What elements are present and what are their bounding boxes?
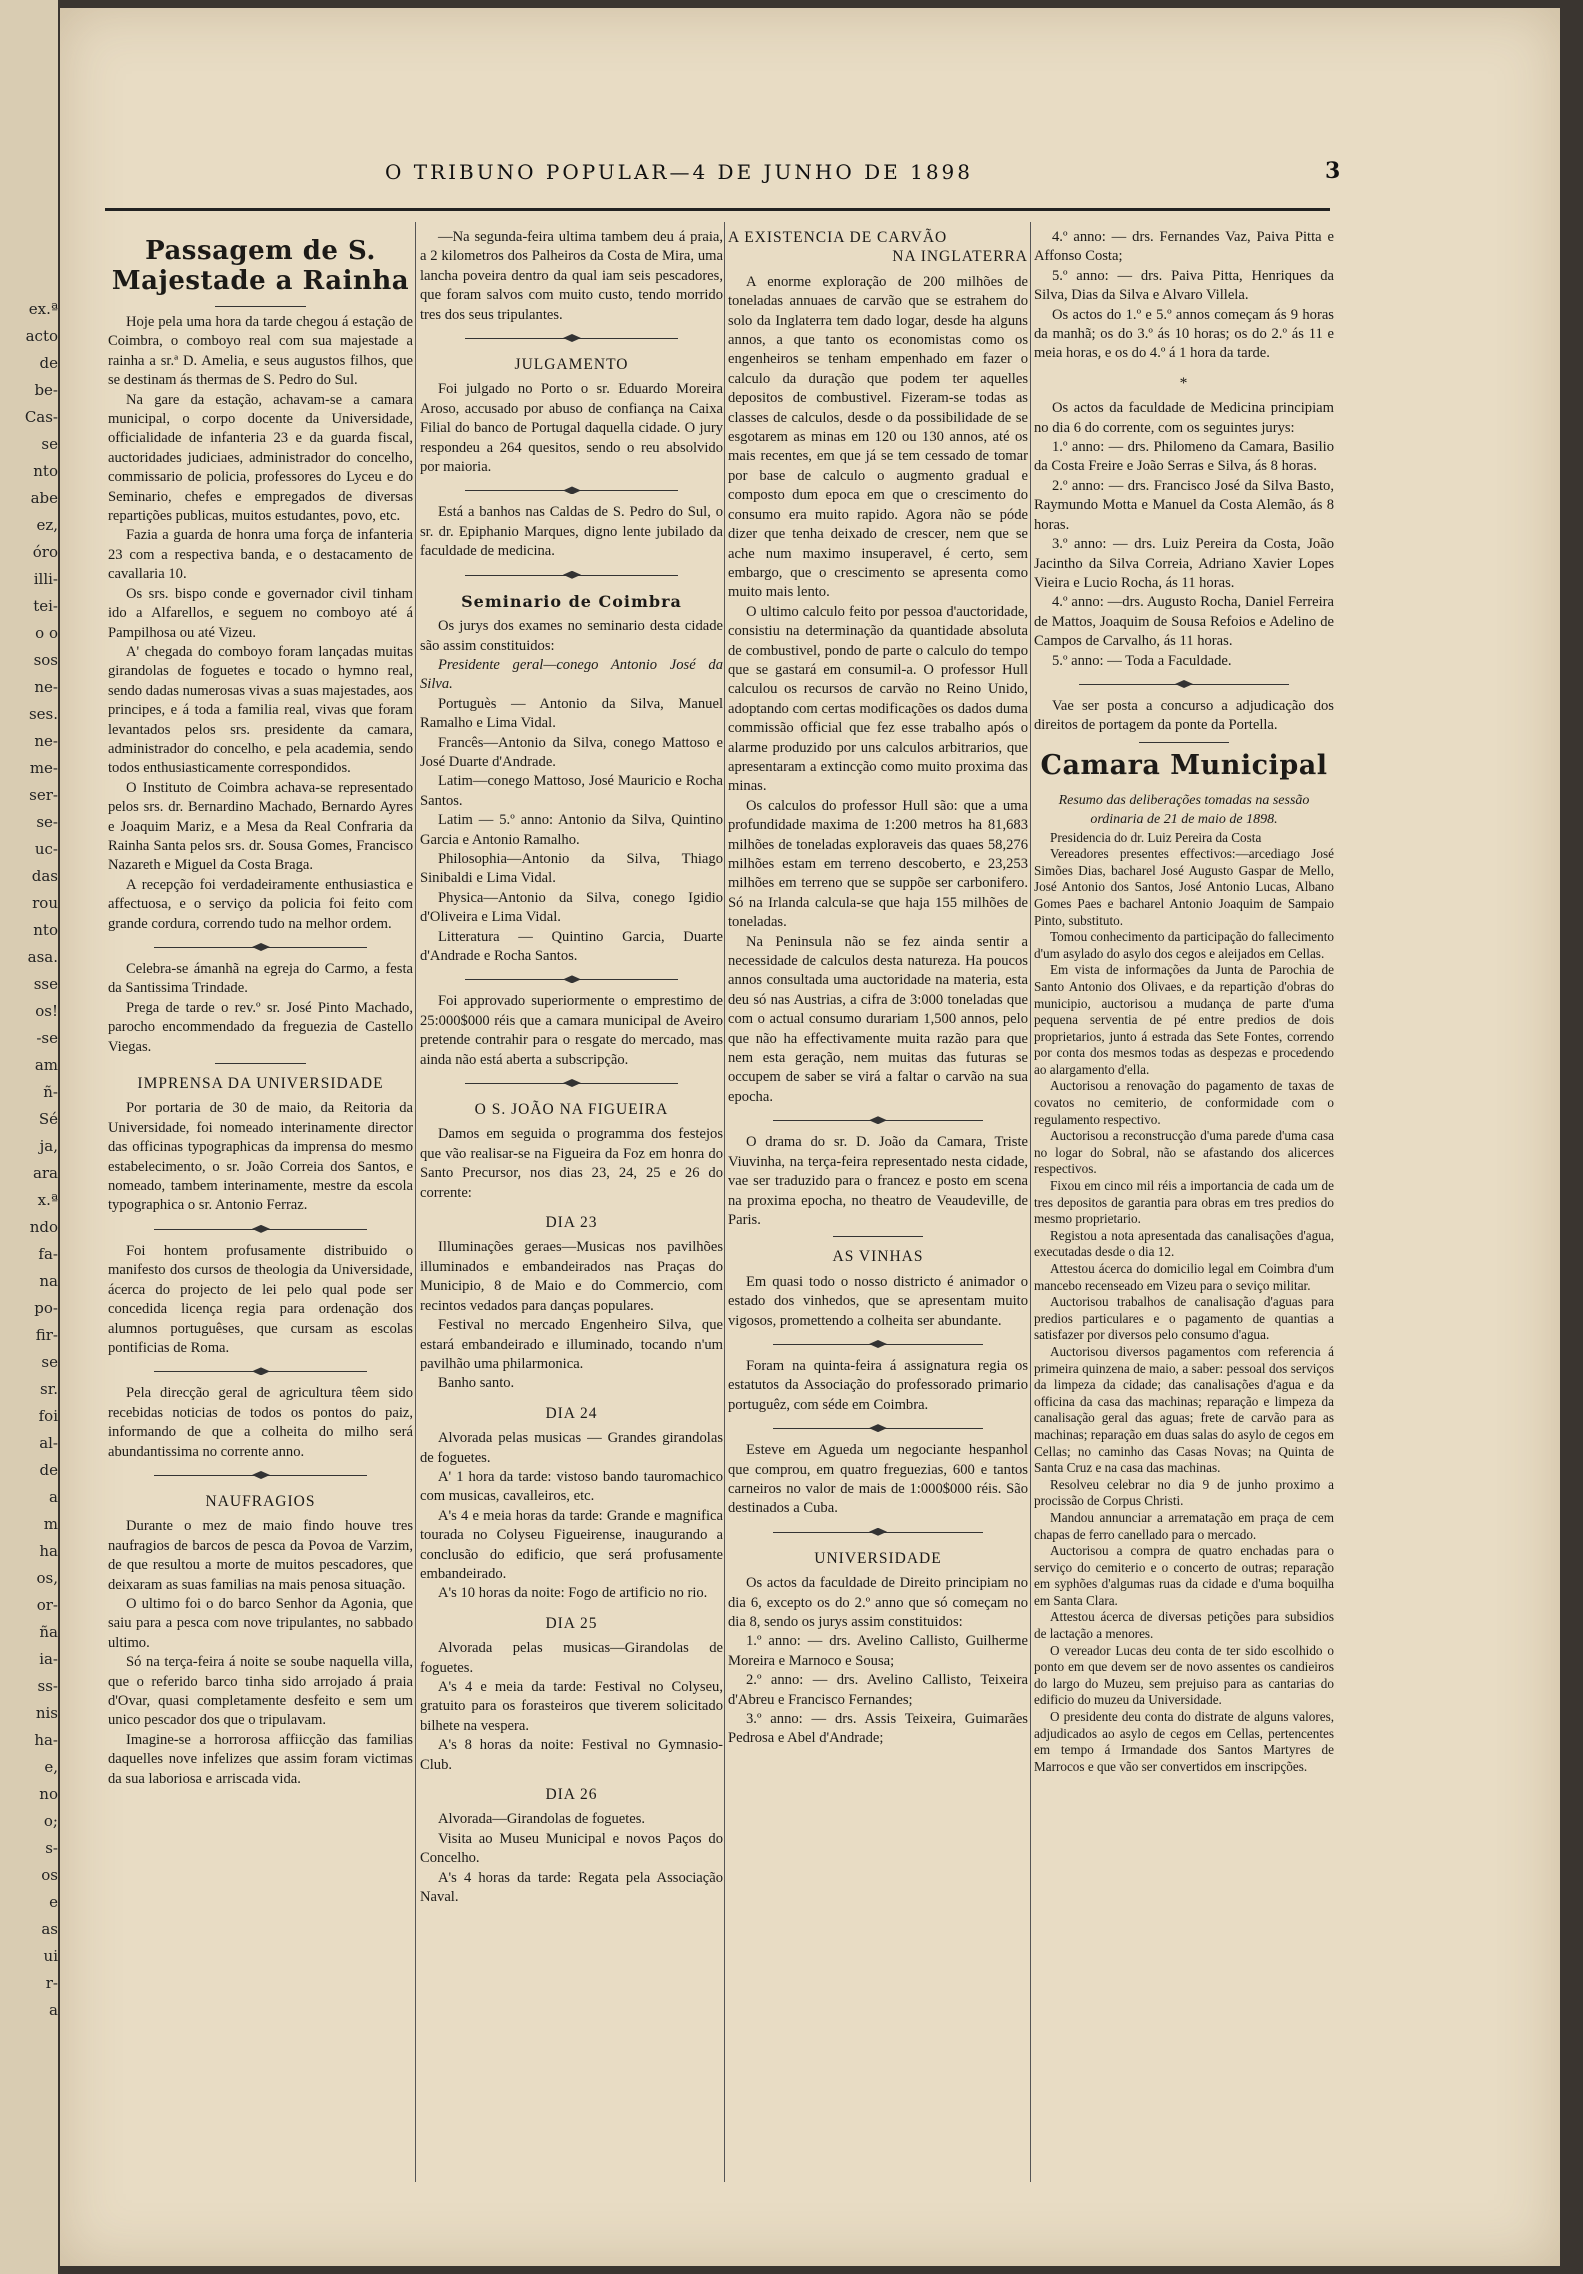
paragraph: Alvorada pelas musicas—Girandolas de foguetes. [420, 1640, 723, 1676]
paragraph: Auctorisou trabalhos de canalisação d'aguas para predios particulares e o pagamento de quantias a satisfazer por diversos pelo consumo d'agua. [1034, 1294, 1334, 1343]
paragraph: O drama do sr. D. João da Camara, Triste Viuvinha, na terça-feira representado nesta cidade, vae ser traduzido para o francez e posto em scena na proxima epocha, no theatro de Veaudeville, de Paris. [728, 1134, 1028, 1228]
paragraph: 3.º anno: — drs. Luiz Pereira da Costa, João Jacintho da Silva Correia, Adriano Xavier Lopes Vieira e Lucio Rocha, ás 11 horas. [1034, 536, 1334, 591]
ornament-divider [773, 1113, 983, 1127]
paragraph: Banho santo. [438, 1375, 515, 1392]
paragraph: Por portaria de 30 de maio, da Reitoria da Universidade, foi nomeado interinamente director das officinas typographicas da imprensa do mesmo estabelecimento, o sr. João Correia dos Santos, e nomeado, tambem interinamente, mestre da escola typographica o sr. Antonio Ferraz. [108, 1100, 413, 1214]
left-page-fragment: ha- [34, 1731, 58, 1749]
paragraph: Illuminações geraes—Musicas nos pavilhões illuminados e embandeirados nas Praças do Municipio, 8 de Maio e do Commercio, com recintos vedados para danças populares. [420, 1239, 723, 1314]
column-3 [728, 228, 1028, 1749]
left-page-fragment: ses. [28, 705, 58, 723]
section-heading: UNIVERSIDADE [814, 1549, 942, 1567]
left-page-fragment: os [41, 1866, 58, 1884]
page-number: 3 [1325, 158, 1341, 184]
column-2 [420, 228, 723, 1907]
left-page-fragment: ne- [34, 732, 58, 750]
section-heading: Seminario de Coimbra [461, 591, 682, 611]
ornament-divider [154, 1222, 368, 1236]
paragraph: Celebra-se ámanhã na egreja do Carmo, a festa da Santissima Trindade. [108, 961, 413, 997]
paragraph: Os jurys dos exames no seminario desta cidade são assim constituidos: [420, 618, 723, 654]
ornament-divider [154, 1468, 368, 1482]
left-page-fragment: foi [38, 1407, 58, 1425]
paragraph: O ultimo foi o do barco Senhor da Agonia, que saiu para a pesca com nove tripulantes, no sabbado ultimo. [108, 1595, 413, 1651]
paragraph: 3.º anno: — drs. Assis Teixeira, Guimarães Pedrosa e Abel d'Andrade; [728, 1711, 1028, 1747]
paragraph: Francês—Antonio da Silva, conego Mattoso e José Duarte d'Andrade. [420, 734, 723, 770]
paragraph: Auctorisou a renovação do pagamento de taxas de covatos no cemiterio, de conformidade com o regulamento respectivo. [1034, 1078, 1334, 1127]
paragraph: Na gare da estação, achavam-se a camara municipal, o corpo docente da Universidade, officialidade de infanteria 23 e da guarda fiscal, auctoridades judiciaes, administrador do concelho, commissario de policia, professores do Lyceu e do Seminario, chefes e empregados de diversas repartições publicas, muitos estudantes, povo, etc. [108, 391, 413, 525]
left-page-fragment: as [41, 1920, 58, 1938]
left-page-fragment: sse [33, 975, 58, 993]
left-page-fragment: tei- [33, 597, 58, 615]
paragraph: Em quasi todo o nosso districto é animador o estado dos vinhedos, que se apresentam muito vigosos, promettendo a colheita ser abundante. [728, 1273, 1028, 1329]
paragraph: A's 8 horas da noite: Festival no Gymnasio-Club. [420, 1737, 723, 1773]
paragraph: Fixou em cinco mil réis a importancia de cada um de tres depositos de garantia para obras em tres predios do mesmo proprietario. [1034, 1178, 1334, 1227]
paragraph: Imagine-se a horrorosa affiicção das familias daquelles nove infelizes que assim foram victimas da sua laboriosa e arriscada vida. [108, 1731, 413, 1787]
paragraph: Os srs. bispo conde e governador civil tinham ido a Alfarellos, e seguem no comboyo até á Pampilhosa ou até Vizeu. [108, 585, 413, 641]
divider [215, 1063, 307, 1064]
left-page-fragment: fa- [38, 1245, 58, 1263]
left-page-fragment: ser- [29, 786, 58, 804]
paragraph: Presidente geral—conego Antonio José da Silva. [420, 656, 723, 693]
paragraph: Foi julgado no Porto o sr. Eduardo Moreira Aroso, accusado por abuso de confiança na Caixa Filial do banco de Portugal daquella cidade. O jury respondeu a 264 quesitos, sendo o reu absolvido por maioria. [420, 381, 723, 476]
day-heading: DIA 23 [545, 1214, 598, 1232]
paragraph: Prega de tarde o rev.º sr. José Pinto Machado, parocho encommendado da freguezia de Castello Viegas. [108, 999, 413, 1055]
paragraph: A's 4 e meia da tarde: Festival no Colyseu, gratuito para os forasteiros que tiverem solicitado bilhete na vespera. [420, 1679, 723, 1734]
divider [833, 1236, 923, 1237]
paragraph: O vereador Lucas deu conta de ter sido escolhido o ponto em que devem ser de novo assentes os candieiros do largo do Muzeu, sem prejuiso para as cantarias do edificio do muzeu da Universidade. [1034, 1642, 1334, 1708]
left-page-fragment: de [39, 1461, 58, 1479]
paragraph: Festival no mercado Engenheiro Silva, que estará embandeirado e illuminado, tocando n'um pavilhão uma philarmonica. [420, 1317, 723, 1372]
left-page-fragment: de [39, 354, 58, 372]
ornament-divider [773, 1525, 983, 1539]
left-page-fragment: am [34, 1056, 58, 1074]
paragraph: 4.º anno: —drs. Augusto Rocha, Daniel Ferreira de Mattos, Joaquim de Sousa Refoios e Adelino de Campos de Carvalho, ás 11 horas. [1034, 594, 1334, 650]
ornament-divider [465, 483, 677, 497]
ornament-divider [773, 1421, 983, 1435]
paragraph: Foram na quinta-feira á assignatura regia os estatutos da Associação do professorado primario portuguêz, com séde em Coimbra. [728, 1357, 1028, 1413]
left-page-fragment: Cas- [24, 408, 58, 426]
paragraph: Os calculos do professor Hull são: que a uma profundidade maxima de 1:200 metros ha 81,683 milhões de toneladas exploraveis das quaes 58,276 milhões estam em terreno descoberto, e 23,253 milhões em terreno que se suppõe ser carbonifero. Só na Irlanda calcula-se que haja 155 milhões de toneladas. [728, 797, 1028, 931]
paragraph: Registou a nota apresentada das canalisações d'agua, executadas desde o dia 12. [1034, 1227, 1334, 1260]
left-page-fragment: e [49, 1893, 58, 1911]
left-page-fragment: sos [33, 651, 58, 669]
left-page-fragment: a [49, 1488, 58, 1506]
paragraph: A's 4 e meia horas da tarde: Grande e magnifica tourada no Colyseu Figueirense, inaugurando a conclusão do edificio, que será profusamente embandeirado. [420, 1507, 723, 1582]
paragraph: Em vista de informações da Junta de Parochia de Santo Antonio dos Olivaes, e da repartição d'obras do municipio, auctorisou a mudança de parte d'uma pequena serventia de pé entre predios de dois proprietarios, junto á estrada das Sete Fontes, correndo por conta dos mesmos todas as despezas e procedendo ao alargamento d'ella. [1034, 962, 1334, 1077]
left-page-fragment: a [49, 2001, 58, 2019]
article-subtitle: Resumo das deliberações tomadas na sessão ordinaria de 21 de maio de 1898. [1058, 792, 1310, 828]
column-divider [1030, 222, 1031, 2182]
paragraph: Foi hontem profusamente distribuido o manifesto dos cursos de theologia da Universidade, ácerca do projecto de lei pelo qual pode ser concedida licença regia para ordenação dos alumnos portuguêses, que cursam as escolas pontificias de Roma. [108, 1242, 413, 1356]
ornament-divider [465, 568, 677, 582]
paragraph: Portuguès — Antonio da Silva, Manuel Ramalho e Lima Vidal. [420, 695, 723, 732]
previous-page-strip [0, 0, 58, 2274]
divider [1139, 742, 1229, 743]
section-heading: JULGAMENTO [514, 356, 629, 374]
paragraph: O ultimo calculo feito por pessoa d'auctoridade, consistiu na determinação da quantidade absoluta de combustivel, pondo de parte o calculo do tempo que se gastará em consumil-a. O professor Hull calculou os recursos de carvão no Reino Unido, adoptando com certas modificações os dados duma commissão official que fez esse trabalho após o alarme produzido por uns calculos arbitrarios, que apresentaram a extincção como muito proxima das minas. [728, 603, 1028, 795]
left-page-fragment: ñ- [43, 1083, 58, 1101]
paragraph: A recepção foi verdadeiramente enthusiastica e affectuosa, e o serviço da policia foi feito com grande cordura, correndo tudo na melhor ordem. [108, 876, 413, 932]
left-page-fragment: se [41, 435, 58, 453]
left-page-fragment: rou [32, 894, 58, 912]
paragraph: 5.º anno: — Toda a Faculdade. [1052, 652, 1232, 669]
paragraph: Vereadores presentes effectivos:—arcediago José Simões Dias, bacharel José Augusto Gaspar de Mello, José Antonio dos Santos, José Antonio Lucas, Albano Gomes Paes e bacharel Antonio Joaquim de Sampaio Pinto, substituto. [1034, 846, 1334, 928]
header-rule [105, 208, 1330, 211]
ornament-divider [465, 1076, 677, 1090]
newspaper-header: O TRIBUNO POPULAR—4 DE JUNHO DE 1898 [385, 160, 973, 184]
column-divider [724, 222, 725, 2182]
left-page-fragment: ja, [39, 1137, 58, 1155]
paragraph: Auctorisou a reconstrucção d'uma parede d'uma casa no logar do Sobral, não se afastando dos alicerces respectivos. [1034, 1128, 1334, 1177]
left-page-fragment: or- [36, 1596, 58, 1614]
left-page-fragment: x.ª [37, 1191, 58, 1209]
left-page-fragment: se- [36, 813, 58, 831]
paragraph: Latim — 5.º anno: Antonio da Silva, Quintino Garcia e Antonio Ramalho. [420, 812, 723, 848]
column-1 [108, 228, 413, 1789]
paragraph: Alvorada—Girandolas de foguetes. [438, 1811, 646, 1828]
ornament-divider [465, 972, 677, 986]
left-page-fragment: ne- [34, 678, 58, 696]
left-page-fragment: ña [39, 1623, 58, 1641]
paragraph: Tomou conhecimento da participação do fallecimento d'um asylado do asylo dos cegos e aleijados em Cellas. [1034, 929, 1334, 961]
left-page-fragment: illi- [33, 570, 58, 588]
left-page-fragment: ex.ª [28, 300, 58, 318]
article-title-line2: NA INGLATERRA [892, 248, 1028, 266]
left-page-fragment: ia- [39, 1650, 58, 1668]
paragraph: 1.º anno: — drs. Philomeno da Camara, Basilio da Costa Freire e João Serras e Silva, ás 8 horas. [1034, 439, 1334, 475]
left-page-fragment: nis [35, 1704, 58, 1722]
left-page-fragment: acto [25, 327, 58, 345]
paragraph: Só na terça-feira á noite se soube naquella villa, que o referido barco tinha sido arrojado á praia d'Ovar, quasi completamente desfeito e sem um unico pescador dos que o tripulavam. [108, 1654, 413, 1729]
ornament-divider [154, 1364, 368, 1378]
paragraph: O presidente deu conta do distrate de alguns valores, adjudicados ao asylo de cegos em Cellas, pertencentes em tempo á Irmandade dos Santos Martyres de Marrocos e que vão ser convertidos em inscripções. [1034, 1709, 1334, 1774]
paragraph: O Instituto de Coimbra achava-se representado pelos srs. dr. Bernardino Machado, Bernardo Ayres e Joaquim Mariz, e a Mesa da Real Confraria da Rainha Santa pelos srs. dr. Sousa Gomes, Francisco Nazareth e Miguel da Costa Braga. [108, 779, 413, 874]
left-page-fragment: o; [43, 1812, 58, 1830]
paragraph: Os actos da faculdade de Medicina principiam no dia 6 do corrente, com os seguintes jurys: [1034, 400, 1334, 436]
left-page-fragment: óro [32, 543, 58, 561]
paragraph: Foi approvado superiormente o emprestimo de 25:000$000 réis que a camara municipal de Aveiro pretende contrahir para o resgate do mercado, mas ainda não está aberta a subscripção. [420, 993, 723, 1068]
paragraph: Na Peninsula não se fez ainda sentir a necessidade de calculos desta natureza. Ha poucos annos consultada uma auctoridade na materia, esta deu só nas Austrias, a cifra de 3:000 toneladas que com o actual consumo durariam 1,500 annos, pelo que não ha effectivamente muita razão para que nem esta geração, nem muitas das futuras se occupem de saber se virá a faltar o carvão na sua epocha. [728, 933, 1028, 1105]
paragraph: Os actos do 1.º e 5.º annos começam ás 9 horas da manhã; os do 3.º ás 10 horas; os do 2.º ás 11 e meia horas, e os do 4.º á 1 hora da tarde. [1034, 306, 1334, 362]
paragraph: A's 4 horas da tarde: Regata pela Associação Naval. [420, 1869, 723, 1906]
section-heading: IMPRENSA DA UNIVERSIDADE [137, 1075, 384, 1093]
minutes-body [1034, 830, 1334, 1776]
section-heading: NAUFRAGIOS [205, 1492, 316, 1510]
paragraph: Fazia a guarda de honra uma força de infanteria 23 com a respectiva banda, e o destacamento de cavallaria 10. [108, 527, 413, 583]
left-page-fragment: ara [32, 1164, 58, 1182]
paragraph: 2.º anno: — drs. Francisco José da Silva Basto, Raymundo Motta e Manuel da Costa Alemão, ás 8 horas. [1034, 477, 1334, 533]
paragraph: Está a banhos nas Caldas de S. Pedro do Sul, o sr. dr. Epiphanio Marques, digno lente jubilado da faculdade de medicina. [420, 504, 723, 560]
day-heading: DIA 25 [545, 1614, 598, 1632]
paragraph: Auctorisou a compra de quatro enchadas para o serviço do cemiterio e o concerto de outras; reparação em syphões d'algumas ruas da cidade e d'uma boquilha em Santa Clara. [1034, 1543, 1334, 1608]
ornament-divider [154, 940, 368, 954]
left-page-fragment: fir- [35, 1326, 58, 1344]
left-page-fragment: abe [30, 489, 58, 507]
paragraph: Philosophia—Antonio da Silva, Thiago Sinibaldi e Lima Vidal. [420, 850, 723, 887]
left-page-fragment: ndo [29, 1218, 58, 1236]
paragraph: Litteratura — Quintino Garcia, Duarte d'Andrade e Rocha Santos. [420, 928, 723, 964]
left-page-fragment: r- [45, 1974, 58, 1992]
left-page-fragment: os! [35, 1002, 58, 1020]
paragraph: Vae ser posta a concurso a adjudicação dos direitos de portagem da ponte da Portella. [1034, 697, 1334, 734]
left-page-fragment: na [39, 1272, 58, 1290]
left-page-fragment: me- [29, 759, 58, 777]
left-page-fragment: ez, [36, 516, 58, 534]
left-page-fragment: al- [39, 1434, 58, 1452]
section-heading: AS VINHAS [832, 1248, 924, 1266]
article-title: A EXISTENCIA DE CARVÃO [728, 229, 948, 246]
paragraph: Durante o mez de maio findo houve tres naufragios de barcos de pesca da Povoa de Varzim, de que resultou a morte de muitos pescadores, que deixaram as suas familias na mais penosa situação. [108, 1518, 413, 1593]
left-page-fragment: ha [39, 1542, 58, 1560]
day-heading: DIA 24 [545, 1404, 598, 1422]
paragraph: Damos em seguida o programma dos festejos que vão realisar-se na Figueira da Foz em honra do Santo Precursor, nos dias 23, 24, 25 e 26 do corrente: [420, 1126, 723, 1201]
left-page-fragment: o o [35, 624, 58, 642]
paragraph: Presidencia do dr. Luiz Pereira da Costa [1050, 829, 1262, 845]
article-title: Camara Municipal [1040, 749, 1328, 781]
paragraph: Mandou annunciar a arrematação em praça de cem chapas de ferro canellado para o mercado. [1034, 1509, 1334, 1542]
left-page-fragment: po- [34, 1299, 58, 1317]
paragraph: Os actos da faculdade de Direito principiam no dia 6, excepto os do 2.º anno que só começam no dia 8, sendo os jurys assim constituidos: [728, 1575, 1028, 1630]
left-page-fragment: e, [44, 1758, 58, 1776]
paragraph: Attestou ácerca do domicilio legal em Coimbra d'um mancebo recenseado em Vizeu para o seviço militar. [1034, 1261, 1334, 1293]
paragraph: Attestou ácerca de diversas petições para subsidios de lactação a menores. [1034, 1609, 1334, 1642]
asterisk-divider: * [1179, 374, 1189, 392]
paragraph: —Na segunda-feira ultima tambem deu á praia, a 2 kilometros dos Palheiros da Costa de Mira, uma lancha poveira dentro da qual iam seis pescadores, que foram salvos com muito custo, tendo morrido tres dos seus tripulantes. [420, 229, 723, 323]
left-page-fragment: -se [36, 1029, 58, 1047]
left-page-fragment: ss- [37, 1677, 58, 1695]
paragraph: Alvorada pelas musicas — Grandes girandolas de foguetes. [420, 1430, 723, 1466]
paragraph: Resolveu celebrar no dia 9 de junho proximo a procissão de Corpus Christi. [1034, 1476, 1334, 1509]
day-heading: DIA 26 [545, 1786, 598, 1804]
left-page-fragment: os, [36, 1569, 58, 1587]
ornament-divider [1079, 677, 1289, 691]
column-divider [415, 222, 416, 2182]
column-4 [1034, 228, 1334, 1775]
paragraph: A' chegada do comboyo foram lançadas muitas girandolas de foguetes e tocado o hymno real, sendo dadas numerosas vivas a suas majestades, aos principes, e á toda a familia real, vivas que foram levantados pelos srs. presidente da camara, administrador do concelho, e pela academia, sendo todos enthusiasticamente correspondidos. [108, 643, 413, 777]
left-page-fragment: s- [45, 1839, 58, 1857]
paragraph: Pela direcção geral de agricultura têem sido recebidas noticias de todos os pontos do paiz, informando de que a colheita do milho será abundantissima no corrente anno. [108, 1385, 413, 1460]
left-page-fragment: be- [34, 381, 58, 399]
left-page-fragment: nto [33, 462, 58, 480]
paragraph: Esteve em Agueda um negociante hespanhol que comprou, em quatro freguezias, 600 e tantos carneiros no valor de mais de 1:000$000 réis. São destinados a Cuba. [728, 1442, 1028, 1517]
paragraph: A enorme exploração de 200 milhões de toneladas annuaes de carvão que se estrahem do solo da Inglaterra tem dado logar, desde ha alguns annos, a que tanto os economistas como os engenheiros se tenham empenhado em fazer o calculo da duração que podem ter aquelles depositos de combustivel. Fizeram-se todas as classes de calculos, desde o da possibilidade de se esgotarem as minas em 120 ou 130 annos, até os mais recentes, em que já se tem cessado de tomar por base de calculo o augmento gradual e composto dum epoca em que o crescimento do consumo era muito rapido. Agora não se póde dizer que tenha deixado de crescer, nem que se ache num maximo insuperavel, é certo, sem embargo, que o crescimento se apresenta como muito mais lento. [728, 273, 1028, 601]
ornament-divider [465, 331, 677, 345]
section-heading: O S. JOÃO NA FIGUEIRA [474, 1101, 669, 1119]
paragraph: Latim—conego Mattoso, José Mauricio e Rocha Santos. [420, 773, 723, 809]
left-page-fragment: sr. [40, 1380, 58, 1398]
left-page-fragment: no [39, 1785, 58, 1803]
paragraph: 1.º anno: — drs. Avelino Callisto, Guilherme Moreira e Marnoco e Sousa; [728, 1633, 1028, 1669]
paragraph: Visita ao Museu Municipal e novos Paços do Concelho. [420, 1830, 723, 1867]
left-page-fragment: uc- [34, 840, 58, 858]
left-page-fragment: asa. [27, 948, 58, 966]
left-page-fragment: se [41, 1353, 58, 1371]
paragraph: A' 1 hora da tarde: vistoso bando tauromachico com musicas, cavalleiros, etc. [420, 1468, 723, 1505]
ornament-divider [773, 1337, 983, 1351]
article-title: Passagem de S. Majestade a Rainha [111, 236, 410, 296]
paragraph: 2.º anno: — drs. Avelino Callisto, Teixeira d'Abreu e Francisco Fernandes; [728, 1672, 1028, 1708]
paragraph: Physica—Antonio da Silva, conego Igidio d'Oliveira e Lima Vidal. [420, 889, 723, 926]
paragraph: A's 10 horas da noite: Fogo de artificio no rio. [438, 1585, 708, 1602]
left-page-fragment: das [31, 867, 58, 885]
left-page-fragment: m [43, 1515, 58, 1533]
paragraph: 5.º anno: — drs. Paiva Pitta, Henriques da Silva, Dias da Silva e Alvaro Villela. [1034, 267, 1334, 304]
paragraph: Auctorisou diversos pagamentos com referencia á primeira quinzena de maio, a saber: pessoal dos serviços da limpeza da cidade; das canalisações d'agua e da officina da casa das machinas; reparação e limpeza da canalisação geral das aguas; frete de carvão para as machinas; reparação em duas salas do asylo de cegos em Cellas; no caminho das Casas Novas; na Quinta de Santa Cruz e na casa das machinas. [1034, 1343, 1334, 1476]
paragraph: Hoje pela uma hora da tarde chegou á estação de Coimbra, o comboyo real com sua majestade a rainha a sr.ª D. Amelia, e seus augustos filhos, que se destinam ás thermas de S. Pedro do Sul. [108, 314, 413, 389]
left-page-fragment: Sé [38, 1110, 58, 1128]
left-page-fragment: ui [43, 1947, 58, 1965]
divider [215, 306, 307, 307]
left-page-fragment: nto [33, 921, 58, 939]
paragraph: 4.º anno: — drs. Fernandes Vaz, Paiva Pitta e Affonso Costa; [1034, 229, 1334, 265]
